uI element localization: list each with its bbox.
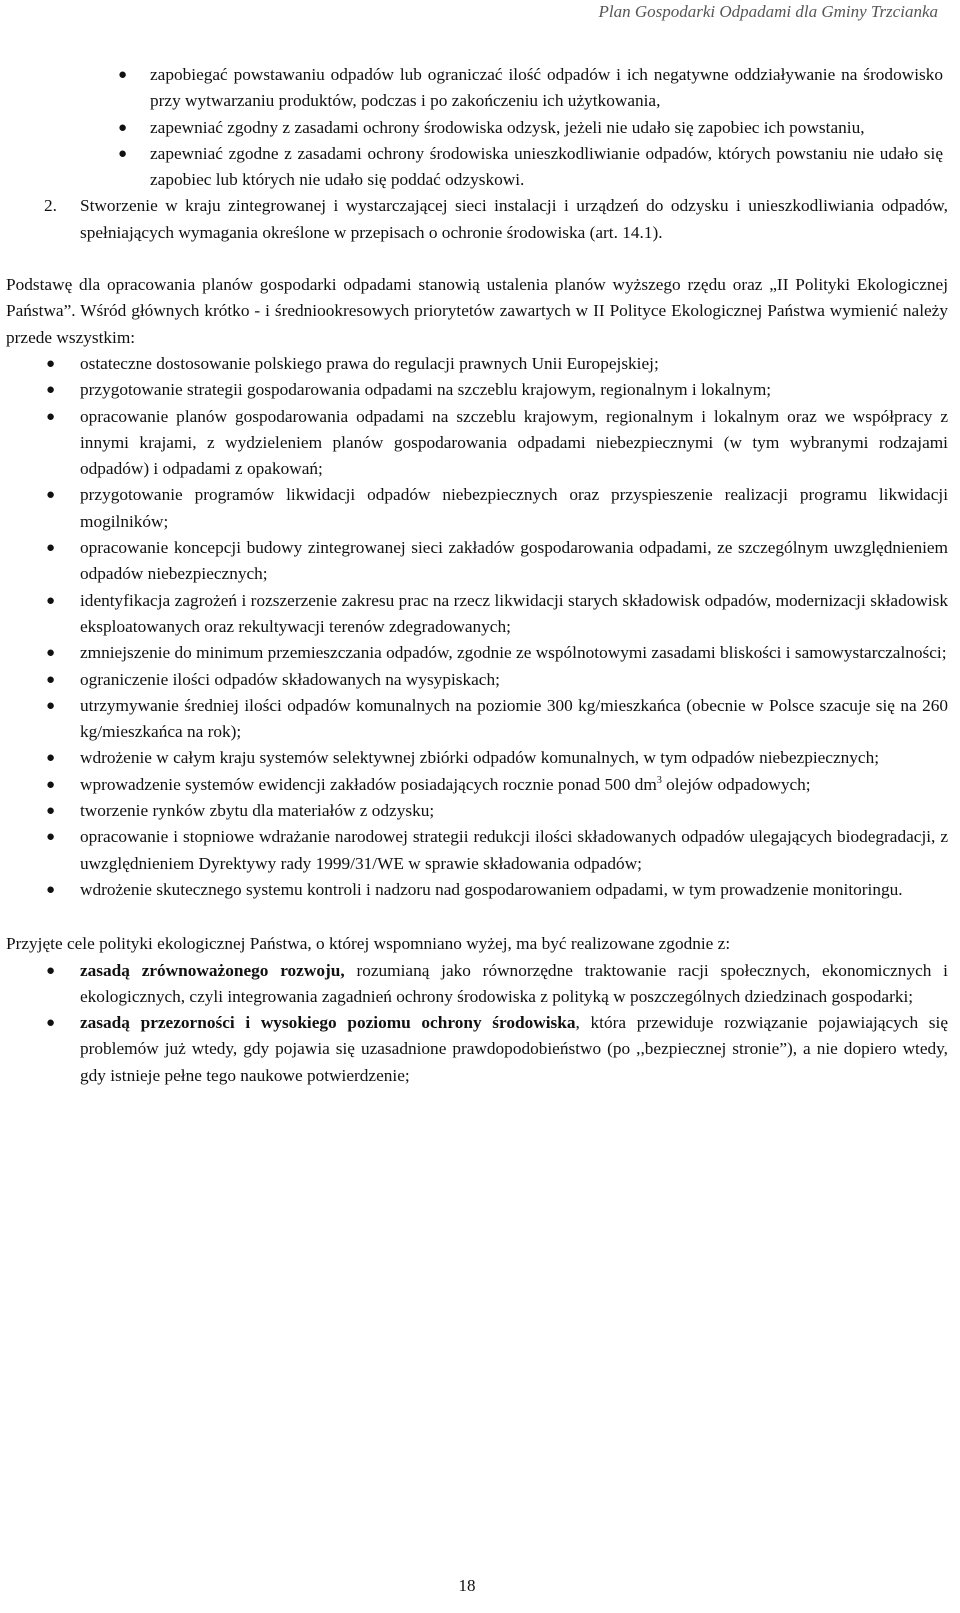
list-item [0,798,948,824]
list-item [0,351,948,377]
numbered-item [0,193,948,246]
list-item-text: wdrożenie w całym kraju systemów selektywnej zbiórki odpadów komunalnych, w tym odpadów niebezpiecznych; [80,748,880,768]
bullet-icon: ● [46,829,56,846]
list-item-text: zapewniać zgodny z zasadami ochrony środowiska odzysk, jeżeli nie udało się zapobiec ich powstaniu, [150,117,865,137]
bullet-icon: ● [46,408,56,425]
bullet-icon: ● [46,487,56,504]
principle-text: , która przewiduje rozwiązanie pojawiających się problemów już wtedy, gdy pojawia się uzasadnione prawdopodobieństwo (po ,,bezpiecznej stronie”), a nie dopiero wtedy, gdy istnieje pełne tego naukowe potwierdzenie; [80,1013,948,1085]
list-item-text: wdrożenie skutecznego systemu kontroli i nadzoru nad gospodarowaniem odpadami, w tym prowadzenie monitoringu. [80,879,903,899]
list-item [0,115,943,141]
bullet-icon: ● [46,355,56,372]
item-number: 2. [44,196,57,216]
bullet-icon: ● [46,803,56,820]
superscript-cubic: 3 [656,774,662,786]
running-header: Plan Gospodarki Odpadami dla Gminy Trzcianka [598,2,938,21]
bullet-icon: ● [46,592,56,609]
list-item [0,404,948,483]
list-item [0,1010,948,1089]
bullet-icon: ● [118,67,128,83]
list-item-text: zapobiegać powstawaniu odpadów lub ograniczać ilość odpadów i ich negatywne oddziaływanie na środowisko przy wytwarzaniu produktów, podczas i po zakończeniu ich użytkowania, [150,65,943,111]
priorities-list [0,351,948,903]
list-item-text: zapewniać zgodne z zasadami ochrony środowiska unieszkodliwianie odpadów, których powstaniu nie udało się zapobiec lub których nie udało się poddać odzyskowi. [150,143,943,190]
oils-text-before: wprowadzenie systemów ewidencji zakładów posiadających rocznie ponad 500 dm [80,774,657,794]
bullet-icon: ● [46,962,56,979]
list-item [0,141,943,194]
list-item-text: opracowanie planów gospodarowania odpadami na szczeblu krajowym, regionalnym i lokalnym oraz we współpracy z innymi krajami, z wydzieleniem planów gospodarowania odpadami niebezpiecznymi (w tym wybranymi rodzajami odpadów) i odpadami z opakowań; [80,406,948,479]
bullet-icon: ● [46,540,56,557]
list-item-text: opracowanie koncepcji budowy zintegrowanej sieci zakładów gospodarowania odpadami, ze szczególnym uwzględnieniem odpadów niebezpiecznych; [80,538,948,584]
list-item-text: identyfikacja zagrożeń i rozszerzenie zakresu prac na rzecz likwidacji starych składowisk odpadów, modernizacji składowisk eksploatowanych oraz rekultywacji terenów zdegradowanych; [80,590,948,636]
list-item [0,693,948,746]
list-item [0,535,948,588]
list-item [0,772,948,798]
list-item-text: ostateczne dostosowanie polskiego prawa do regulacji prawnych Unii Europejskiej; [80,353,659,373]
principles-list [0,958,948,1089]
list-item-text: utrzymywanie średniej ilości odpadów komunalnych na poziomie 300 kg/mieszkańca (obecnie w Polsce szacuje się na 260 kg/mieszkańca na rok); [80,695,948,742]
list-item [0,482,948,535]
bullet-icon: ● [46,750,56,767]
paragraph-policy-basis: Podstawę dla opracowania planów gospodarki odpadami stanowią ustalenia planów wyższego rzędu oraz „II Polityki Ekologicznej Państwa”. Wśród głównych krótko - i średniookresowych priorytetów zawartych w II Polityce Ekologicznej Państwa wymienić należy przede wszystkim: [6,275,948,347]
list-item-text: tworzenie rynków zbytu dla materiałów z odzysku; [80,801,435,821]
list-item [0,877,948,903]
principle-text: rozumianą jako równorzędne traktowanie racji społecznych, ekonomicznych i ekologicznych, czyli integrowania zagadnień ochrony środowiska z polityką w poszczególnych dziedzinach gospodarki; [80,960,948,1006]
page-body [0,62,960,1089]
list-item [0,958,948,1011]
bullet-icon: ● [46,881,56,898]
principle-title: zasadą zrównoważonego rozwoju, [80,960,345,980]
bullet-icon: ● [46,382,56,399]
paragraph-policy-goals: Przyjęte cele polityki ekologicznej Państwa, o której wspomniano wyżej, ma być realizowane zgodnie z: [6,934,731,954]
list-item-text: opracowanie i stopniowe wdrażanie narodowej strategii redukcji ilości składowanych odpadów ulegających biodegradacji, z uwzględnieniem Dyrektywy rady 1999/31/WE w sprawie składowania odpadów; [80,827,948,873]
list-item-text [80,775,811,794]
list-item [0,640,948,666]
bullet-icon: ● [46,776,56,793]
page-number: 18 [458,1576,476,1595]
bullet-icon: ● [46,645,56,662]
list-item [0,824,948,877]
bullet-icon: ● [118,119,128,136]
numbered-item-text: Stworzenie w kraju zintegrowanej i wystarczającej sieci instalacji i urządzeń do odzysku i unieszkodliwiania odpadów, spełniających wymagania określone w przepisach o ochronie środowiska (art. 14.1). [80,196,948,242]
list-item-text: ograniczenie ilości odpadów składowanych na wysypiskach; [80,669,500,689]
list-item [0,667,948,693]
list-item [0,745,948,771]
principle-title: zasadą przezorności i wysokiego poziomu ochrony środowiska [80,1013,576,1033]
list-item [0,588,948,641]
bullet-icon: ● [118,145,128,162]
list-item-text: przygotowanie strategii gospodarowania odpadami na szczeblu krajowym, regionalnym i lokalnym; [80,380,772,400]
oils-text-after: olejów odpadowych; [661,774,811,794]
bullet-icon: ● [46,671,56,688]
bullet-icon: ● [46,697,56,714]
list-item [0,62,943,115]
bullet-icon: ● [46,1015,56,1032]
list-item [0,377,948,403]
list-item-text: zmniejszenie do minimum przemieszczania odpadów, zgodnie ze wspólnotowymi zasadami bliskości i samowystarczalności; [80,643,947,663]
sub-bullet-list [0,62,948,193]
list-item-text: przygotowanie programów likwidacji odpadów niebezpiecznych oraz przyspieszenie realizacji programu likwidacji mogilników; [80,485,948,531]
